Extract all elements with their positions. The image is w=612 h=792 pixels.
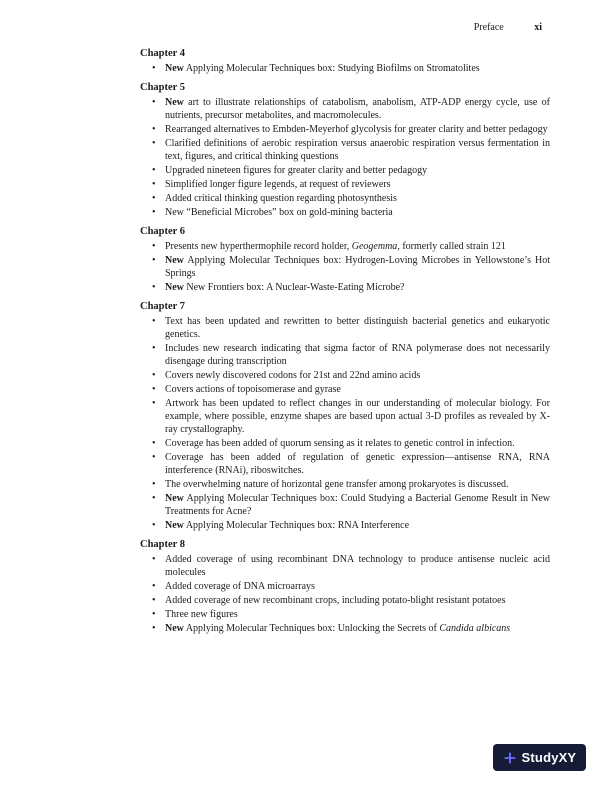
list-item-text: Includes new research indicating that sigma factor of RNA polymerase does not necessarily disengage during transcription <box>165 343 550 367</box>
list-item-text: Coverage has been added of quorum sensing as it relates to genetic control in infection. <box>165 438 515 449</box>
chapter-heading: Chapter 8 <box>140 539 186 550</box>
list-item-text: New New Frontiers box: A Nuclear-Waste-Eating Microbe? <box>165 282 405 293</box>
chapter-heading: Chapter 4 <box>140 48 186 59</box>
logo-text <box>522 749 576 767</box>
bullet-icon: • <box>152 609 156 620</box>
bullet-icon: • <box>152 493 156 504</box>
bullet-icon: • <box>152 554 156 565</box>
bullet-icon: • <box>152 452 156 463</box>
bullet-icon: • <box>152 241 156 252</box>
bullet-icon: • <box>152 97 156 108</box>
bullet-icon: • <box>152 438 156 449</box>
bullet-list <box>140 62 550 75</box>
list-item-text: New Applying Molecular Techniques box: Studying Biofilms on Stromatolites <box>165 63 480 74</box>
bullet-icon: • <box>152 193 156 204</box>
running-head <box>140 22 542 34</box>
list-item <box>140 62 550 75</box>
bullet-icon: • <box>152 316 156 327</box>
running-head-label: Preface <box>473 22 504 33</box>
list-item-text: Presents new hyperthermophile record holder, Geogemma, formerly called strain 121 <box>165 241 506 252</box>
list-item-text: Text has been updated and rewritten to better distinguish bacterial genetics and eukaryotic genetics. <box>165 316 550 340</box>
list-item-text: Covers actions of topoisomerase and gyrase <box>165 384 341 395</box>
list-item-text: Simplified longer figure legends, at request of reviewers <box>165 179 391 190</box>
list-item-text: New art to illustrate relationships of catabolism, anabolism, ATP-ADP energy cycle, use of nutrients, precursor metabolites, and macromolecules. <box>165 97 550 121</box>
bullet-icon: • <box>152 595 156 606</box>
bullet-icon: • <box>152 581 156 592</box>
bullet-icon: • <box>152 398 156 409</box>
list-item <box>140 123 550 136</box>
list-item-text: Covers newly discovered codons for 21st and 22nd amino acids <box>165 370 421 381</box>
studyxy-logo[interactable] <box>493 744 586 771</box>
list-item-text: New Applying Molecular Techniques box: Unlocking the Secrets of Candida albicans <box>165 623 511 634</box>
list-item <box>140 622 550 635</box>
page-number: xi <box>534 22 542 33</box>
list-item-text: Added coverage of DNA microarrays <box>165 581 315 592</box>
list-item <box>140 96 550 122</box>
logo-brand-primary: Study <box>521 749 559 765</box>
list-item <box>140 342 550 368</box>
preface-content <box>140 47 550 636</box>
bullet-icon: • <box>152 479 156 490</box>
list-item <box>140 192 550 205</box>
list-item <box>140 281 550 294</box>
bullet-icon: • <box>152 343 156 354</box>
bullet-icon: • <box>152 520 156 531</box>
bullet-list <box>140 553 550 635</box>
bullet-icon: • <box>152 63 156 74</box>
list-item <box>140 240 550 253</box>
chapter-heading: Chapter 7 <box>140 301 186 312</box>
list-item <box>140 451 550 477</box>
list-item-text: Added coverage of new recombinant crops, including potato-blight resistant potatoes <box>165 595 506 606</box>
list-item-text: Upgraded nineteen figures for greater clarity and better pedagogy <box>165 165 428 176</box>
bullet-icon: • <box>152 138 156 149</box>
list-item <box>140 164 550 177</box>
list-item <box>140 492 550 518</box>
bullet-icon: • <box>152 165 156 176</box>
list-item-text: New Applying Molecular Techniques box: RNA Interference <box>165 520 410 531</box>
list-item <box>140 437 550 450</box>
bullet-icon: • <box>152 255 156 266</box>
bullet-list <box>140 315 550 532</box>
list-item <box>140 580 550 593</box>
list-item-text: Rearranged alternatives to Embden-Meyerhof glycolysis for greater clarity and better pedagogy <box>165 124 548 135</box>
bullet-icon: • <box>152 207 156 218</box>
list-item <box>140 383 550 396</box>
list-item-text: Added critical thinking question regarding photosynthesis <box>165 193 397 204</box>
list-item <box>140 594 550 607</box>
list-item-text: New Applying Molecular Techniques box: Hydrogen-Loving Microbes in Yellowstone’s Hot Springs <box>165 255 550 279</box>
list-item-text: The overwhelming nature of horizontal gene transfer among prokaryotes is discussed. <box>165 479 509 490</box>
bullet-list <box>140 96 550 219</box>
list-item <box>140 608 550 621</box>
bullet-icon: • <box>152 370 156 381</box>
bullet-icon: • <box>152 282 156 293</box>
list-item <box>140 206 550 219</box>
bullet-list <box>140 240 550 294</box>
list-item <box>140 553 550 579</box>
list-item-text: New “Beneficial Microbes” box on gold-mining bacteria <box>165 207 393 218</box>
logo-brand-accent: XY <box>558 749 576 765</box>
chapter-heading: Chapter 6 <box>140 226 186 237</box>
list-item-text: Added coverage of using recombinant DNA technology to produce antisense nucleic acid molecules <box>165 554 550 578</box>
bullet-icon: • <box>152 384 156 395</box>
list-item <box>140 478 550 491</box>
list-item-text: New Applying Molecular Techniques box: Could Studying a Bacterial Genome Result in New Treatments for Acne? <box>165 493 550 517</box>
list-item <box>140 315 550 341</box>
list-item <box>140 178 550 191</box>
list-item <box>140 397 550 436</box>
list-item <box>140 369 550 382</box>
bullet-icon: • <box>152 124 156 135</box>
list-item-text: Clarified definitions of aerobic respiration versus anaerobic respiration versus fermentation in text, figures, and critical thinking questions <box>165 138 550 162</box>
list-item-text: Coverage has been added of regulation of genetic expression—antisense RNA, RNA interference (RNAi), riboswitches. <box>165 452 550 476</box>
bullet-icon: • <box>152 623 156 634</box>
plus-icon <box>503 751 517 765</box>
list-item-text: Three new figures <box>165 609 238 620</box>
bullet-icon: • <box>152 179 156 190</box>
chapter-heading: Chapter 5 <box>140 82 186 93</box>
list-item <box>140 254 550 280</box>
list-item <box>140 519 550 532</box>
list-item-text: Artwork has been updated to reflect changes in our understanding of molecular biology. For example, where possible, enzyme shapes are based upon actual 3-D profiles as revealed by X-ray crystallography. <box>165 398 550 435</box>
list-item <box>140 137 550 163</box>
